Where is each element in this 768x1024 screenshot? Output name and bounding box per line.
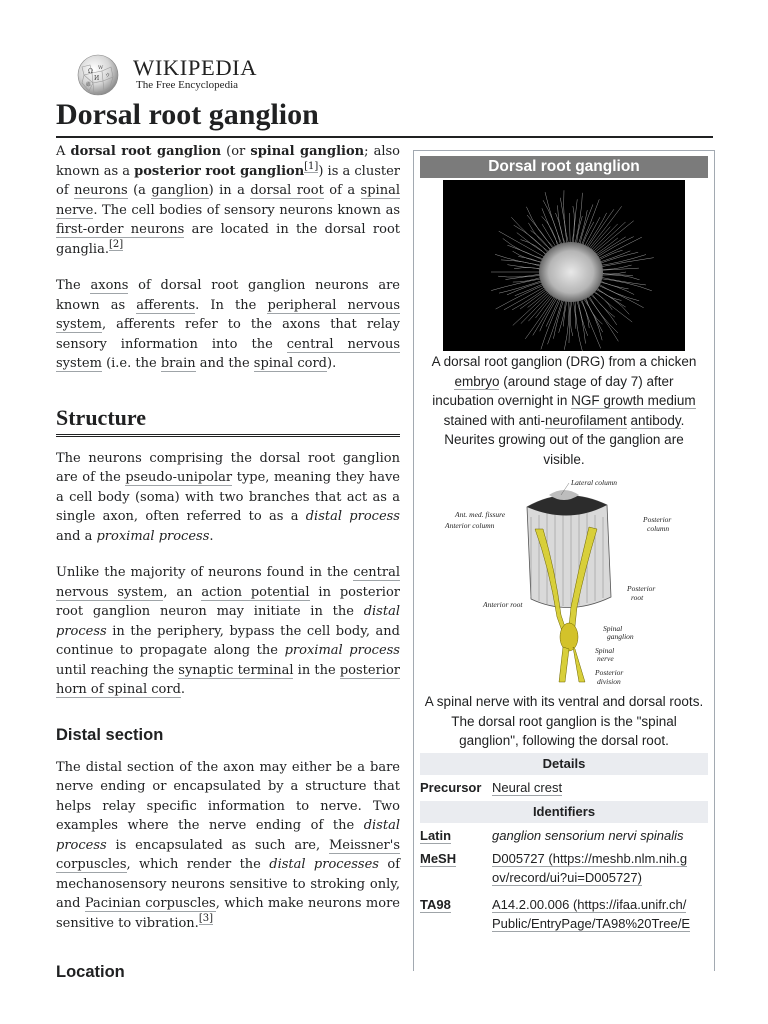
text: (around stage of day 7) after incubation overnight in xyxy=(432,373,674,408)
link-neurofilament[interactable]: neurofilament xyxy=(544,412,627,428)
mesh-row xyxy=(420,849,708,888)
text: ) is a cluster of xyxy=(56,163,401,198)
text: The distal section of the axon may either be a bare nerve ending or encapsulated by a structure that helps relay specific information to nerve. Two examples where the nerve ending of the xyxy=(56,759,400,833)
link-central-nervous-system[interactable]: central nervous system xyxy=(56,336,400,371)
text: is encapsulated as such are, xyxy=(106,837,329,853)
link-ngf-growth-medium[interactable]: NGF growth medium xyxy=(571,393,696,408)
infobox xyxy=(413,150,715,971)
svg-text:W: W xyxy=(98,65,104,71)
svg-text:維: 維 xyxy=(86,82,92,88)
details-header: Details xyxy=(420,753,708,775)
image-caption-1 xyxy=(414,352,714,469)
distal-paragraph xyxy=(56,758,400,934)
reference-link[interactable]: [1] xyxy=(304,161,319,173)
label-spinal-ganglion-1: Spinal xyxy=(603,624,623,633)
text: . Neurites growing out of the ganglion are visible. xyxy=(444,412,685,467)
label-posterior-division-1: Posterior xyxy=(595,668,624,677)
text: (i.e. the xyxy=(101,356,161,371)
text: in posterior root ganglion neuron may initiate in the xyxy=(56,584,400,619)
text: Unlike the majority of neurons found in the xyxy=(56,565,354,580)
text: of dorsal root ganglion neurons are known as xyxy=(56,278,400,313)
wikipedia-globe-icon xyxy=(74,53,122,97)
text: ; also known as a xyxy=(56,144,400,179)
svg-text:И: И xyxy=(94,75,100,82)
label-posterior-root-1: Posterior xyxy=(627,584,656,593)
italic-term: distal process xyxy=(305,509,400,524)
label-posterior-root-2: root xyxy=(631,593,644,602)
label-anterior-column: Anterior column xyxy=(445,521,495,530)
link-embryo[interactable]: embryo xyxy=(454,373,500,389)
latin-label[interactable]: Latin xyxy=(420,828,452,843)
link-posterior-horn[interactable]: posterior horn of spinal cord xyxy=(56,662,400,697)
link-pacinian-corpuscles[interactable]: Pacinian corpuscles xyxy=(84,896,216,911)
ta98-row xyxy=(420,895,708,934)
text: of a xyxy=(323,183,361,198)
heading-distal-section: Distal section xyxy=(56,725,164,744)
svg-text:ウ: ウ xyxy=(105,73,111,79)
text: . xyxy=(209,528,214,544)
italic-term: distal processes xyxy=(269,857,379,872)
label-spinal-ganglion-2: ganglion xyxy=(607,632,634,641)
reference-link[interactable]: [2] xyxy=(108,239,124,251)
latin-row xyxy=(420,826,708,846)
italic-term: distal process xyxy=(56,818,400,853)
drg-micrograph-image[interactable] xyxy=(443,180,685,351)
text: and the xyxy=(195,356,254,371)
label-posterior-column-2: column xyxy=(647,524,670,533)
link-spinal-cord[interactable]: spinal cord xyxy=(253,356,327,371)
label-anterior-root: Anterior root xyxy=(483,600,523,609)
text: stained with anti- xyxy=(443,412,545,428)
text: of mechanosensory neurons sensitive to stroking only, and xyxy=(56,857,400,911)
bold-term: spinal ganglion xyxy=(250,144,365,159)
mesh-link-line-1[interactable]: D005727 (https://meshb.nlm.nih.g xyxy=(492,850,688,866)
italic-term: distal process xyxy=(56,604,400,639)
mesh-link-line-2[interactable]: ov/record/ui?ui=D005727) xyxy=(492,870,642,885)
spinal-nerve-diagram[interactable] xyxy=(439,477,689,691)
article-body xyxy=(56,142,400,995)
text: are located in the dorsal root ganglia. xyxy=(56,222,400,257)
italic-term: proximal process xyxy=(96,528,210,544)
text: A dorsal root ganglion (DRG) from a chicken xyxy=(431,354,697,369)
ta98-link[interactable] xyxy=(492,897,690,933)
wikipedia-logo[interactable] xyxy=(74,53,258,97)
text: type, meaning they have a cell body (soma) with two branches that act as a single axon, often referred to as a xyxy=(56,470,400,524)
svg-text:Ω: Ω xyxy=(88,68,93,75)
mesh-label[interactable]: MeSH xyxy=(420,850,457,866)
link-central-nervous-system[interactable]: central nervous system xyxy=(56,565,400,600)
latin-value: ganglion sensorium nervi spinalis xyxy=(492,828,684,843)
ta98-link-line-2[interactable]: Public/EntryPage/TA98%20Tree/E xyxy=(492,916,690,931)
text: (or xyxy=(221,144,251,159)
text: The xyxy=(56,278,91,293)
label-posterior-column-1: Posterior xyxy=(643,515,672,524)
label-spinal-nerve-1: Spinal xyxy=(595,646,615,655)
wikipedia-wordmark: WIKIPEDIA xyxy=(133,55,258,80)
link-antibody[interactable]: antibody xyxy=(630,412,681,428)
image-caption-2: A spinal nerve with its ventral and dorsal roots. The dorsal root ganglion is the "spinal ganglion", following the dorsal root. xyxy=(424,694,704,748)
wikipedia-tagline: The Free Encyclopedia xyxy=(136,79,239,91)
link-meissners-corpuscles[interactable]: Meissner's corpuscles xyxy=(56,837,400,872)
infobox-title: Dorsal root ganglion xyxy=(420,156,708,178)
link-brain[interactable]: brain xyxy=(160,356,196,371)
link-dorsal-root[interactable]: dorsal root xyxy=(250,183,324,198)
text: A xyxy=(56,144,71,159)
link-axons[interactable]: axons xyxy=(90,278,129,293)
text: in the xyxy=(293,662,340,678)
heading-location: Location xyxy=(56,963,125,981)
bold-term: dorsal root ganglion xyxy=(70,144,222,159)
link-afferents[interactable]: afferents xyxy=(136,297,196,313)
bold-term: posterior root ganglion xyxy=(134,163,305,179)
text: The neurons comprising the dorsal root ganglion are of the xyxy=(56,450,400,485)
italic-term: proximal process xyxy=(284,643,400,658)
link-first-order-neurons[interactable]: first-order neurons xyxy=(56,222,185,237)
precursor-label: Precursor xyxy=(420,779,482,795)
link-ganglion[interactable]: ganglion xyxy=(151,183,209,198)
label-spinal-nerve-2: nerve xyxy=(597,654,614,663)
intro-paragraph-1 xyxy=(56,142,400,259)
identifiers-header: Identifiers xyxy=(420,801,708,823)
mesh-link[interactable] xyxy=(492,851,687,887)
text: . In the xyxy=(195,297,268,313)
text: ) in a xyxy=(208,183,251,198)
structure-paragraph-1 xyxy=(56,449,400,547)
label-ant-med-fissure: Ant. med. fissure xyxy=(455,510,506,519)
reference-link[interactable]: [3] xyxy=(198,913,213,925)
text: in the periphery, bypass the cell body, and continue to propagate along the xyxy=(56,623,400,658)
heading-structure: Structure xyxy=(56,404,400,437)
text: until reaching the xyxy=(56,662,179,678)
structure-paragraph-2 xyxy=(56,563,400,700)
text: ). xyxy=(327,356,337,371)
intro-paragraph-2 xyxy=(56,276,400,374)
text: . The cell bodies of sensory neurons known as xyxy=(93,202,400,218)
text: and a xyxy=(56,528,97,544)
text: . xyxy=(180,682,186,697)
text: , which make neurons more sensitive to vibration. xyxy=(56,896,400,931)
ta98-label[interactable]: TA98 xyxy=(420,896,451,912)
link-neurons[interactable]: neurons xyxy=(74,183,128,198)
link-peripheral-nervous-system[interactable]: peripheral nervous system xyxy=(56,297,401,332)
link-spinal-nerve[interactable]: spinal nerve xyxy=(56,183,400,218)
link-pseudo-unipolar[interactable]: pseudo-unipolar xyxy=(125,470,233,485)
link-neural-crest[interactable]: Neural crest xyxy=(492,779,563,795)
text: (a xyxy=(127,183,152,198)
ta98-link-line-1[interactable]: A14.2.00.006 (https://ifaa.unifr.ch/ xyxy=(492,896,687,912)
link-action-potential[interactable]: action potential xyxy=(201,584,310,600)
precursor-row xyxy=(420,778,708,798)
text: , an xyxy=(163,584,202,600)
link-synaptic-terminal[interactable]: synaptic terminal xyxy=(178,662,294,678)
text xyxy=(627,413,631,428)
text: , afferents refer to the axons that relay sensory information into the xyxy=(56,317,400,352)
label-posterior-division-2: division xyxy=(597,677,621,686)
text: , which render the xyxy=(126,857,270,872)
page-title: Dorsal root ganglion xyxy=(56,94,713,138)
label-lateral-column: Lateral column xyxy=(571,478,618,487)
